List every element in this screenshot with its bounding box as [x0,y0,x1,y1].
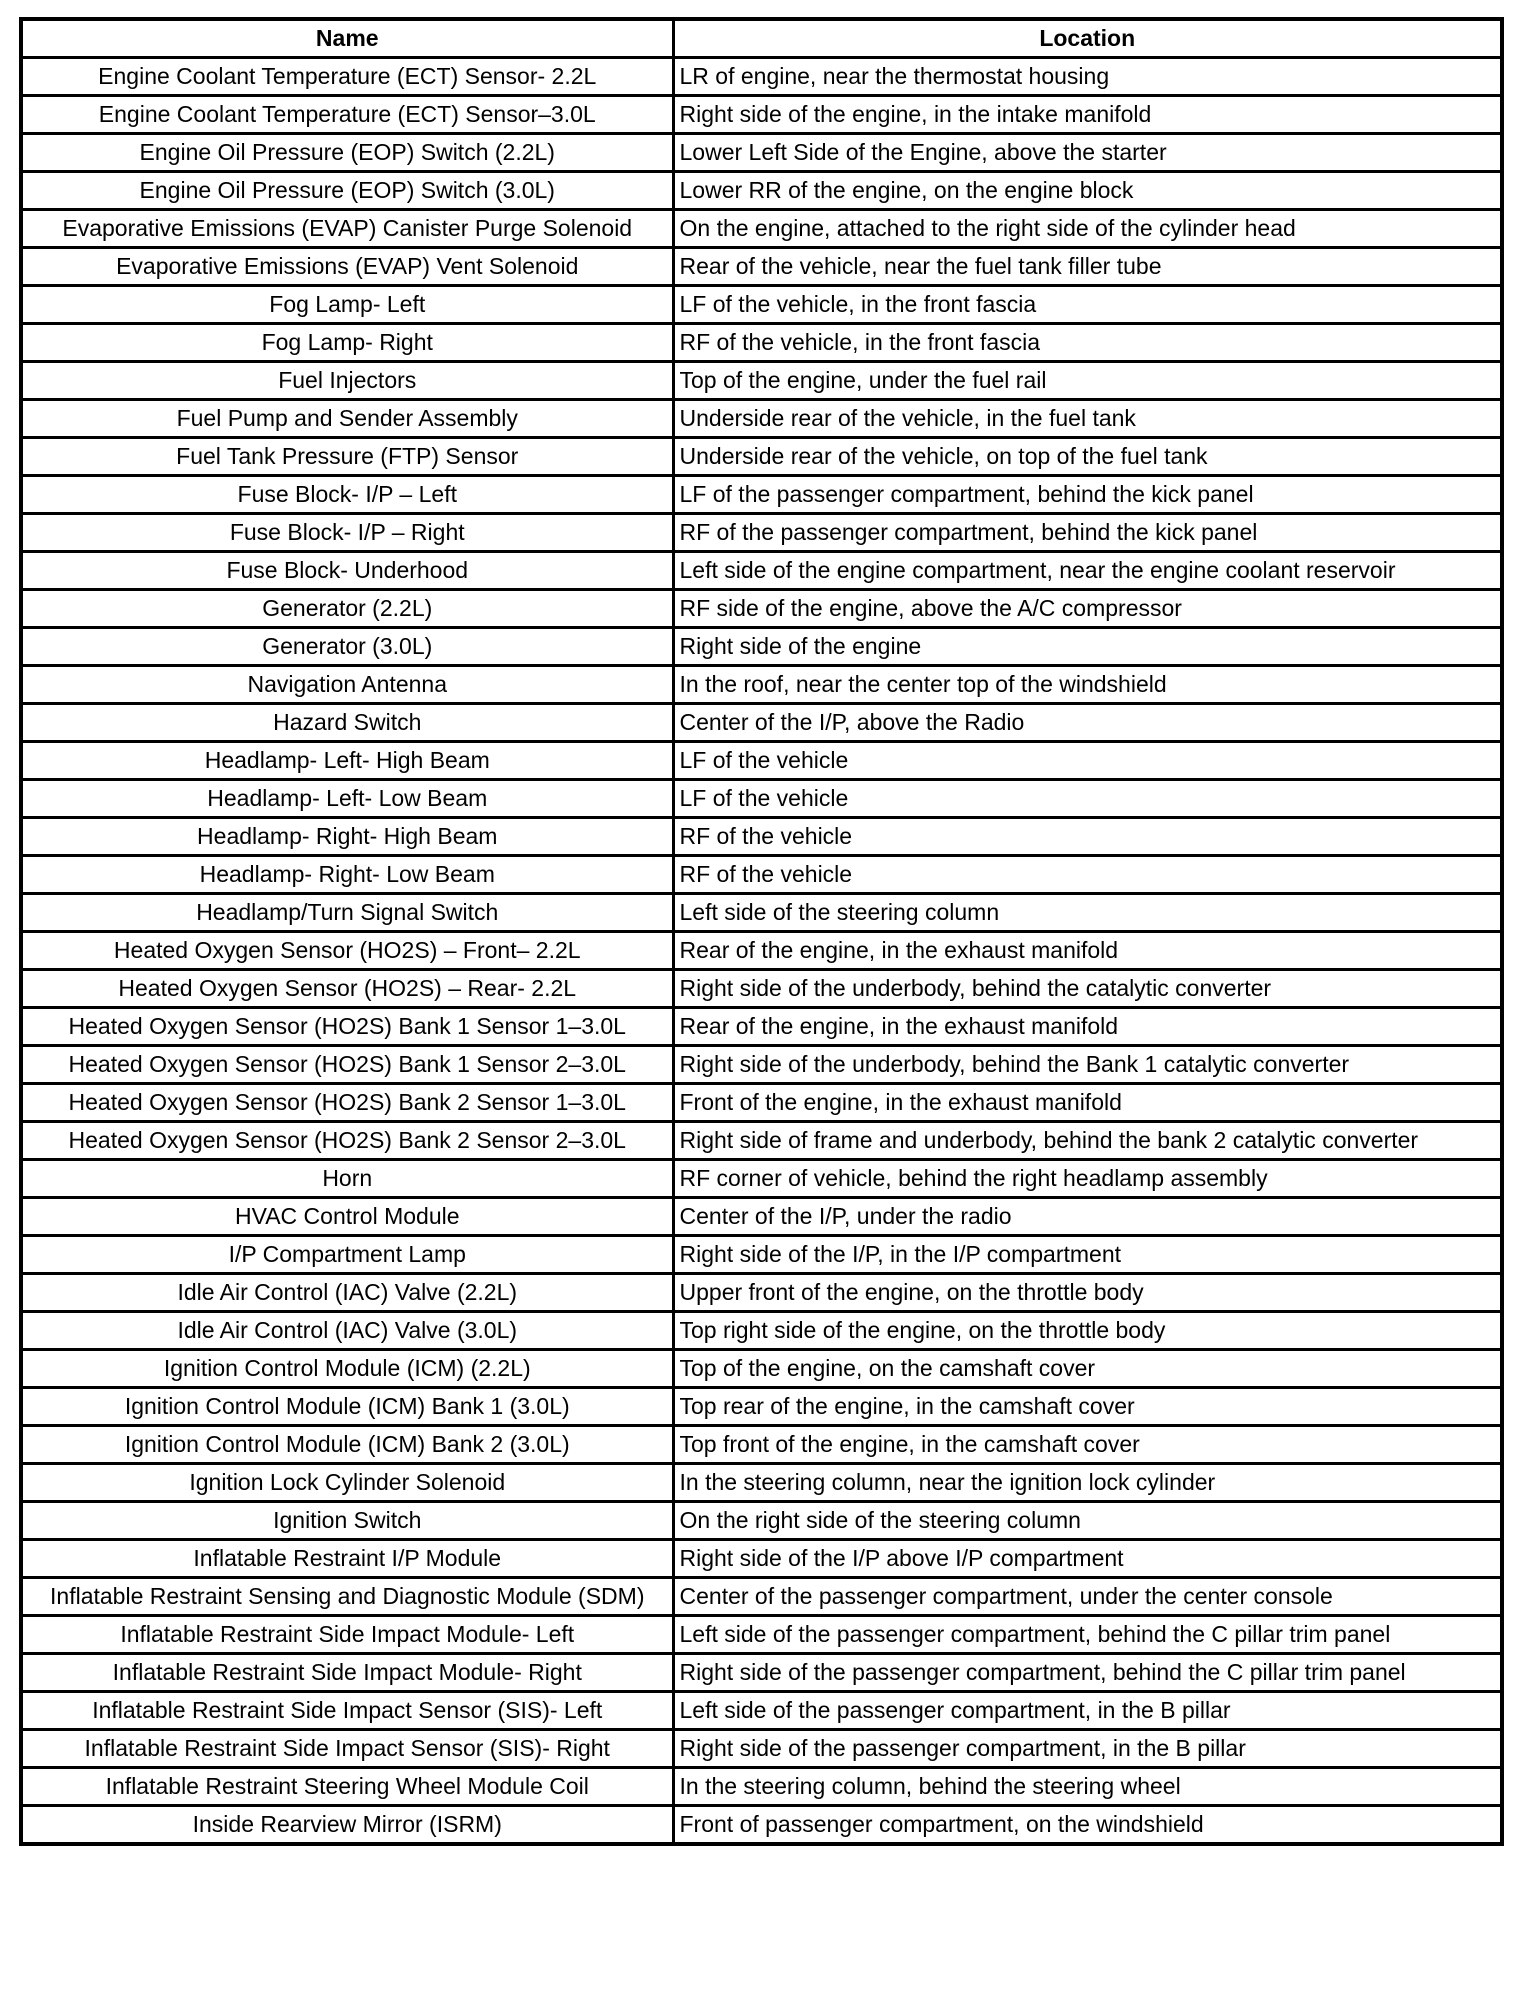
component-name-cell: Ignition Control Module (ICM) (2.2L) [21,1350,673,1388]
header-row [21,19,1502,58]
component-location-cell: LR of engine, near the thermostat housing [673,58,1502,96]
table-row [21,628,1502,666]
table-row [21,1274,1502,1312]
component-location-cell: Top right side of the engine, on the throttle body [673,1312,1502,1350]
component-location-cell: Underside rear of the vehicle, in the fuel tank [673,400,1502,438]
component-location-cell: RF side of the engine, above the A/C compressor [673,590,1502,628]
component-name-cell: Fuel Injectors [21,362,673,400]
table-row [21,590,1502,628]
component-location-cell: Left side of the steering column [673,894,1502,932]
component-location-cell: Right side of the passenger compartment, behind the C pillar trim panel [673,1654,1502,1692]
table-row [21,324,1502,362]
component-location-cell: Left side of the engine compartment, near the engine coolant reservoir [673,552,1502,590]
component-location-cell: Top of the engine, on the camshaft cover [673,1350,1502,1388]
table-header [21,19,1502,58]
component-name-cell: I/P Compartment Lamp [21,1236,673,1274]
table-row [21,1388,1502,1426]
component-name-cell: Fuel Pump and Sender Assembly [21,400,673,438]
table-row [21,1692,1502,1730]
component-location-cell: Center of the I/P, under the radio [673,1198,1502,1236]
table-row [21,438,1502,476]
component-name-cell: Heated Oxygen Sensor (HO2S) Bank 1 Sensor 2–3.0L [21,1046,673,1084]
table-row [21,1578,1502,1616]
component-name-cell: Hazard Switch [21,704,673,742]
component-name-cell: Headlamp/Turn Signal Switch [21,894,673,932]
component-location-cell: Right side of the I/P above I/P compartment [673,1540,1502,1578]
component-name-cell: Fuse Block- Underhood [21,552,673,590]
component-name-cell: Engine Coolant Temperature (ECT) Sensor- 2.2L [21,58,673,96]
component-location-cell: Lower Left Side of the Engine, above the starter [673,134,1502,172]
component-name-cell: Heated Oxygen Sensor (HO2S) Bank 1 Sensor 1–3.0L [21,1008,673,1046]
table-row [21,1654,1502,1692]
component-location-cell: Front of the engine, in the exhaust manifold [673,1084,1502,1122]
component-location-cell: LF of the vehicle [673,742,1502,780]
table-row [21,1122,1502,1160]
table-row [21,1730,1502,1768]
component-location-cell: Underside rear of the vehicle, on top of the fuel tank [673,438,1502,476]
name-column-header: Name [21,19,673,58]
table-row [21,1502,1502,1540]
component-location-cell: Front of passenger compartment, on the windshield [673,1806,1502,1845]
component-name-cell: Engine Oil Pressure (EOP) Switch (3.0L) [21,172,673,210]
table-row [21,1540,1502,1578]
table-row [21,704,1502,742]
component-location-cell: Lower RR of the engine, on the engine block [673,172,1502,210]
table-row [21,286,1502,324]
component-location-cell: Center of the passenger compartment, under the center console [673,1578,1502,1616]
component-name-cell: Heated Oxygen Sensor (HO2S) Bank 2 Sensor 2–3.0L [21,1122,673,1160]
component-location-cell: RF of the vehicle [673,818,1502,856]
component-location-cell: LF of the passenger compartment, behind the kick panel [673,476,1502,514]
component-name-cell: Headlamp- Right- Low Beam [21,856,673,894]
component-name-cell: Inside Rearview Mirror (ISRM) [21,1806,673,1845]
table-row [21,856,1502,894]
component-name-cell: Generator (3.0L) [21,628,673,666]
component-location-cell: Top front of the engine, in the camshaft cover [673,1426,1502,1464]
component-location-cell: On the right side of the steering column [673,1502,1502,1540]
component-location-table [19,17,1504,1846]
location-column-header: Location [673,19,1502,58]
table-row [21,1806,1502,1845]
component-location-cell: Center of the I/P, above the Radio [673,704,1502,742]
table-row [21,1464,1502,1502]
table-row [21,248,1502,286]
component-name-cell: Idle Air Control (IAC) Valve (3.0L) [21,1312,673,1350]
component-name-cell: Inflatable Restraint Side Impact Module- Left [21,1616,673,1654]
component-name-cell: Evaporative Emissions (EVAP) Canister Purge Solenoid [21,210,673,248]
table-row [21,818,1502,856]
component-location-cell: Right side of the passenger compartment, in the B pillar [673,1730,1502,1768]
component-location-cell: Top of the engine, under the fuel rail [673,362,1502,400]
table-row [21,400,1502,438]
component-location-cell: Right side of the engine [673,628,1502,666]
component-location-cell: LF of the vehicle, in the front fascia [673,286,1502,324]
component-location-cell: Right side of the I/P, in the I/P compartment [673,1236,1502,1274]
component-name-cell: Ignition Switch [21,1502,673,1540]
component-name-cell: Inflatable Restraint Steering Wheel Module Coil [21,1768,673,1806]
table-row [21,894,1502,932]
table-row [21,1350,1502,1388]
component-name-cell: Inflatable Restraint I/P Module [21,1540,673,1578]
component-location-cell: RF of the passenger compartment, behind the kick panel [673,514,1502,552]
component-location-cell: RF of the vehicle [673,856,1502,894]
component-location-cell: LF of the vehicle [673,780,1502,818]
component-name-cell: Engine Coolant Temperature (ECT) Sensor–3.0L [21,96,673,134]
component-name-cell: Engine Oil Pressure (EOP) Switch (2.2L) [21,134,673,172]
table-row [21,172,1502,210]
table-row [21,514,1502,552]
component-location-cell: Left side of the passenger compartment, in the B pillar [673,1692,1502,1730]
table-row [21,1768,1502,1806]
table-row [21,1046,1502,1084]
table-row [21,1616,1502,1654]
table-row [21,1008,1502,1046]
component-name-cell: Headlamp- Right- High Beam [21,818,673,856]
table-row [21,1198,1502,1236]
table-row [21,666,1502,704]
table-row [21,1236,1502,1274]
component-location-cell: In the roof, near the center top of the windshield [673,666,1502,704]
table-row [21,1084,1502,1122]
component-name-cell: Fog Lamp- Left [21,286,673,324]
table-row [21,210,1502,248]
component-name-cell: Ignition Control Module (ICM) Bank 2 (3.0L) [21,1426,673,1464]
component-name-cell: Ignition Control Module (ICM) Bank 1 (3.0L) [21,1388,673,1426]
component-name-cell: Inflatable Restraint Side Impact Sensor (SIS)- Right [21,1730,673,1768]
table-body [21,58,1502,1845]
component-name-cell: Evaporative Emissions (EVAP) Vent Solenoid [21,248,673,286]
component-location-cell: RF corner of vehicle, behind the right headlamp assembly [673,1160,1502,1198]
component-location-cell: RF of the vehicle, in the front fascia [673,324,1502,362]
component-location-cell: In the steering column, behind the steering wheel [673,1768,1502,1806]
component-name-cell: Navigation Antenna [21,666,673,704]
table-row [21,1312,1502,1350]
component-location-cell: In the steering column, near the ignition lock cylinder [673,1464,1502,1502]
component-name-cell: Fog Lamp- Right [21,324,673,362]
component-location-cell: Rear of the engine, in the exhaust manifold [673,1008,1502,1046]
component-location-cell: Right side of the underbody, behind the catalytic converter [673,970,1502,1008]
component-name-cell: Fuse Block- I/P – Right [21,514,673,552]
component-name-cell: Headlamp- Left- High Beam [21,742,673,780]
table-row [21,970,1502,1008]
component-name-cell: Horn [21,1160,673,1198]
table-row [21,1160,1502,1198]
component-location-cell: Rear of the engine, in the exhaust manifold [673,932,1502,970]
component-name-cell: Idle Air Control (IAC) Valve (2.2L) [21,1274,673,1312]
component-name-cell: Fuel Tank Pressure (FTP) Sensor [21,438,673,476]
component-name-cell: Fuse Block- I/P – Left [21,476,673,514]
table-row [21,780,1502,818]
table-row [21,476,1502,514]
table-row [21,932,1502,970]
component-name-cell: Generator (2.2L) [21,590,673,628]
component-location-cell: On the engine, attached to the right side of the cylinder head [673,210,1502,248]
table-row [21,58,1502,96]
component-location-cell: Top rear of the engine, in the camshaft cover [673,1388,1502,1426]
component-name-cell: Ignition Lock Cylinder Solenoid [21,1464,673,1502]
component-location-cell: Right side of the engine, in the intake manifold [673,96,1502,134]
component-name-cell: Inflatable Restraint Side Impact Sensor (SIS)- Left [21,1692,673,1730]
component-name-cell: Inflatable Restraint Side Impact Module- Right [21,1654,673,1692]
component-name-cell: HVAC Control Module [21,1198,673,1236]
table-row [21,552,1502,590]
component-name-cell: Headlamp- Left- Low Beam [21,780,673,818]
component-location-cell: Right side of frame and underbody, behind the bank 2 catalytic converter [673,1122,1502,1160]
table-row [21,1426,1502,1464]
table-row [21,134,1502,172]
component-name-cell: Inflatable Restraint Sensing and Diagnostic Module (SDM) [21,1578,673,1616]
component-location-cell: Left side of the passenger compartment, behind the C pillar trim panel [673,1616,1502,1654]
component-location-cell: Rear of the vehicle, near the fuel tank filler tube [673,248,1502,286]
table-row [21,742,1502,780]
component-name-cell: Heated Oxygen Sensor (HO2S) – Rear- 2.2L [21,970,673,1008]
table-row [21,362,1502,400]
component-location-cell: Upper front of the engine, on the throttle body [673,1274,1502,1312]
table-row [21,96,1502,134]
component-name-cell: Heated Oxygen Sensor (HO2S) – Front– 2.2L [21,932,673,970]
component-name-cell: Heated Oxygen Sensor (HO2S) Bank 2 Sensor 1–3.0L [21,1084,673,1122]
component-location-cell: Right side of the underbody, behind the Bank 1 catalytic converter [673,1046,1502,1084]
